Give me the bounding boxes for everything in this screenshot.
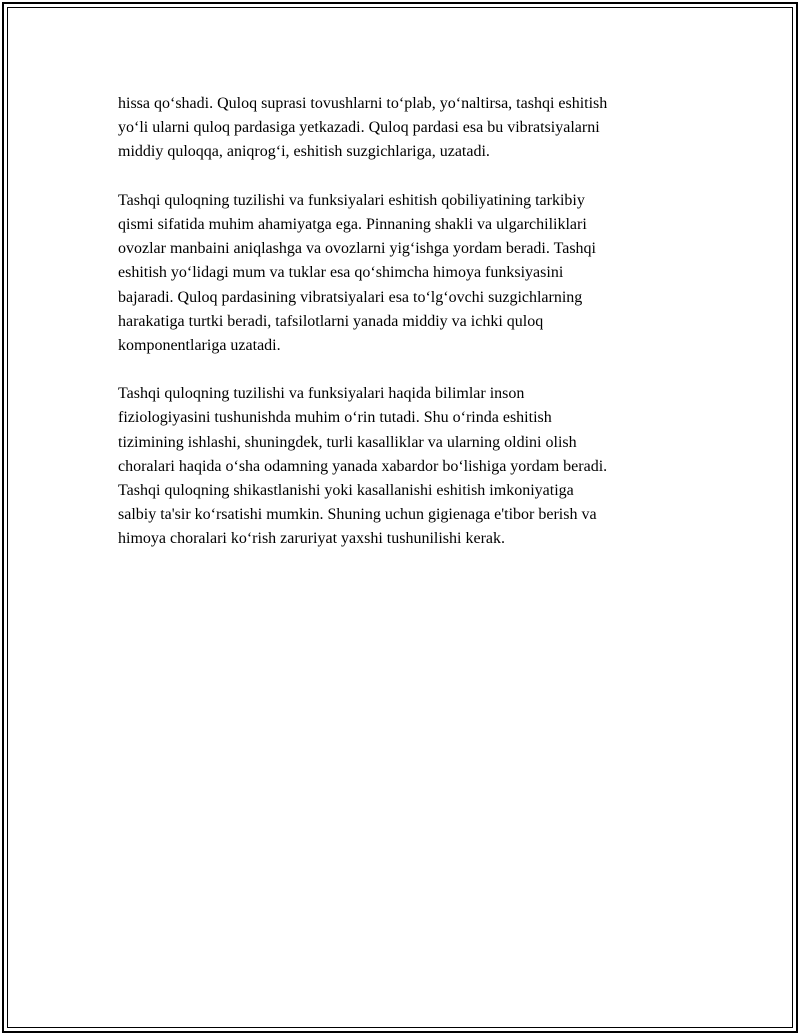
text-line: hissa qo‘shadi. Quloq suprasi tovushlarni to‘plab, yo‘naltirsa, tashqi eshitish bbox=[118, 95, 608, 112]
text-line: fiziologiyasini tushunishda muhim o‘rin tutadi. Shu o‘rinda eshitish bbox=[118, 409, 552, 427]
text-line: qismi sifatida muhim ahamiyatga ega. Pinnaning shakli va ulgarchiliklari bbox=[118, 215, 587, 233]
text-line: Tashqi quloqning shikastlanishi yoki kasallanishi eshitish imkoniyatiga bbox=[118, 482, 574, 499]
text-line: ovozlar manbaini aniqlashga va ovozlarni yig‘ishga yordam beradi. Tashqi bbox=[118, 240, 596, 258]
text-line: yo‘li ularni quloq pardasiga yetkazadi. Quloq pardasi esa bu vibratsiyalarni bbox=[118, 119, 600, 137]
text-line: salbiy ta'sir ko‘rsatishi mumkin. Shuning uchun gigienaga e'tibor berish va bbox=[118, 506, 597, 524]
text-line: komponentlariga uzatadi. bbox=[118, 336, 281, 354]
text-line: harakatiga turtki beradi, tafsilotlarni yanada middiy va ichki quloq bbox=[118, 312, 544, 330]
paragraph-2 bbox=[118, 189, 718, 358]
paragraph-1 bbox=[118, 92, 718, 165]
text-line: middiy quloqqa, aniqrog‘i, eshitish suzgichlariga, uzatadi. bbox=[118, 143, 490, 161]
text-line: Tashqi quloqning tuzilishi va funksiyalari eshitish qobiliyatining tarkibiy bbox=[118, 191, 585, 209]
text-line: tizimining ishlashi, shuningdek, turli kasalliklar va ularning oldini olish bbox=[118, 433, 577, 451]
text-line: Tashqi quloqning tuzilishi va funksiyalari haqida bilimlar inson bbox=[118, 385, 525, 403]
text-line: choralari haqida o‘sha odamning yanada xabardor bo‘lishiga yordam beradi. bbox=[118, 457, 608, 475]
text-line: bajaradi. Quloq pardasining vibratsiyalari esa to‘lg‘ovchi suzgichlarning bbox=[118, 288, 583, 306]
document-body bbox=[118, 92, 718, 576]
text-line: eshitish yo‘lidagi mum va tuklar esa qo‘shimcha himoya funksiyasini bbox=[118, 264, 564, 282]
text-line: himoya choralari ko‘rish zaruriyat yaxshi tushunilishi kerak. bbox=[118, 530, 506, 548]
paragraph-3 bbox=[118, 382, 718, 551]
